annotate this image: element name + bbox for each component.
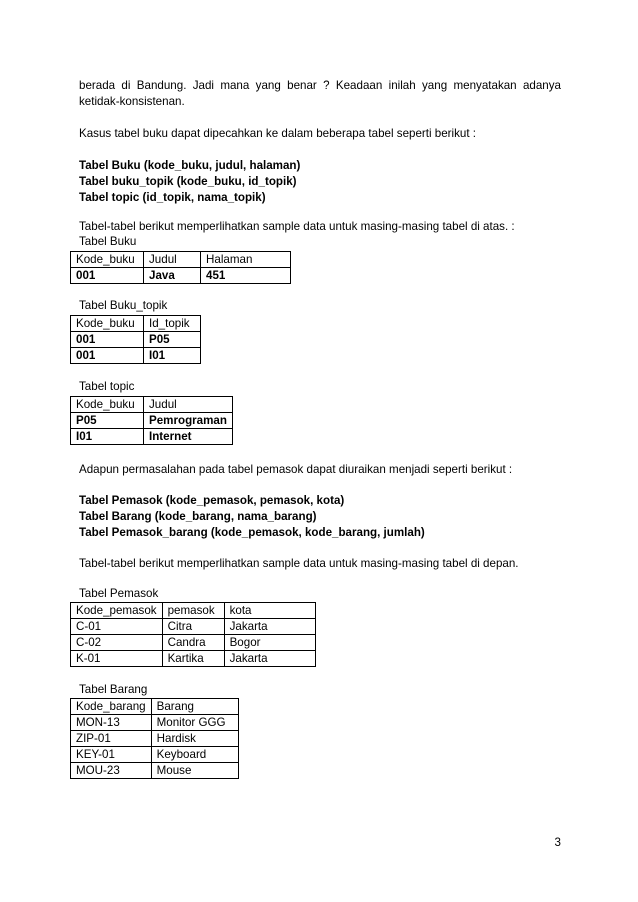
header-cell: Kode_buku: [71, 397, 144, 413]
table-row: [71, 429, 233, 445]
table-cell: Kartika: [162, 651, 224, 667]
schema-line: Tabel Pemasok_barang (kode_pemasok, kode_barang, jumlah): [79, 526, 425, 539]
sample-text: Tabel-tabel berikut memperlihatkan sample data untuk masing-masing tabel di depan.: [79, 557, 519, 570]
table-cell: Mouse: [151, 763, 238, 779]
header-cell: Kode_pemasok: [71, 603, 163, 619]
schema-line: Tabel Barang (kode_barang, nama_barang): [79, 510, 317, 523]
table-barang: [70, 698, 239, 779]
header-cell: Barang: [151, 699, 238, 715]
intro-paragraph: berada di Bandung. Jadi mana yang benar ? Keadaan inilah yang menyatakan adanya ketidak-konsistenan.: [79, 79, 561, 108]
table-row: [71, 747, 239, 763]
table-cell: MON-13: [71, 715, 152, 731]
table-cell: Candra: [162, 635, 224, 651]
table-header-row: [71, 316, 201, 332]
table-cell: Jakarta: [224, 619, 315, 635]
schema-line: Tabel buku_topik (kode_buku, id_topik): [79, 175, 297, 188]
header-cell: kota: [224, 603, 315, 619]
header-cell: Judul: [144, 397, 233, 413]
split-text: Kasus tabel buku dapat dipecahkan ke dalam beberapa tabel seperti berikut :: [79, 127, 477, 140]
table-topic: [70, 396, 233, 445]
table-row: [71, 413, 233, 429]
table-row: [71, 332, 201, 348]
table-cell: C-01: [71, 619, 163, 635]
header-cell: Kode_buku: [71, 316, 144, 332]
schema-line: Tabel Pemasok (kode_pemasok, pemasok, kota): [79, 494, 345, 507]
table-cell: 451: [201, 268, 291, 284]
header-cell: pemasok: [162, 603, 224, 619]
table-caption: Tabel Buku: [79, 235, 137, 248]
table-buku-topik: [70, 315, 201, 364]
table-cell: Java: [144, 268, 201, 284]
table-cell: 001: [71, 332, 144, 348]
table-pemasok: [70, 602, 316, 667]
table-buku: [70, 251, 291, 284]
table-cell: Citra: [162, 619, 224, 635]
table-row: [71, 763, 239, 779]
table-cell: I01: [144, 348, 201, 364]
header-cell: Judul: [144, 252, 201, 268]
sample-text: Tabel-tabel berikut memperlihatkan sample data untuk masing-masing tabel di atas. :: [79, 220, 515, 233]
table-header-row: [71, 397, 233, 413]
table-cell: ZIP-01: [71, 731, 152, 747]
table-caption: Tabel topic: [79, 380, 135, 393]
table-row: [71, 731, 239, 747]
table-row: [71, 619, 316, 635]
table-cell: Keyboard: [151, 747, 238, 763]
schema-line: Tabel Buku (kode_buku, judul, halaman): [79, 159, 301, 172]
table-cell: Pemrograman: [144, 413, 233, 429]
pemasok-intro: Adapun permasalahan pada tabel pemasok dapat diuraikan menjadi seperti berikut :: [79, 463, 513, 476]
page-number: 3: [554, 836, 561, 849]
table-cell: Hardisk: [151, 731, 238, 747]
header-cell: Kode_buku: [71, 252, 144, 268]
table-cell: P05: [71, 413, 144, 429]
table-cell: Jakarta: [224, 651, 315, 667]
table-cell: I01: [71, 429, 144, 445]
table-cell: K-01: [71, 651, 163, 667]
table-cell: 001: [71, 348, 144, 364]
table-cell: Monitor GGG: [151, 715, 238, 731]
table-cell: KEY-01: [71, 747, 152, 763]
table-caption: Tabel Barang: [79, 683, 148, 696]
table-header-row: [71, 252, 291, 268]
table-row: [71, 348, 201, 364]
table-cell: Bogor: [224, 635, 315, 651]
table-cell: MOU-23: [71, 763, 152, 779]
table-row: [71, 635, 316, 651]
table-caption: Tabel Pemasok: [79, 587, 159, 600]
table-cell: C-02: [71, 635, 163, 651]
table-cell: Internet: [144, 429, 233, 445]
table-row: [71, 651, 316, 667]
table-row: [71, 268, 291, 284]
header-cell: Kode_barang: [71, 699, 152, 715]
table-caption: Tabel Buku_topik: [79, 299, 168, 312]
table-header-row: [71, 699, 239, 715]
header-cell: Id_topik: [144, 316, 201, 332]
table-cell: P05: [144, 332, 201, 348]
schema-line: Tabel topic (id_topik, nama_topik): [79, 191, 266, 204]
header-cell: Halaman: [201, 252, 291, 268]
table-row: [71, 715, 239, 731]
table-cell: 001: [71, 268, 144, 284]
table-header-row: [71, 603, 316, 619]
